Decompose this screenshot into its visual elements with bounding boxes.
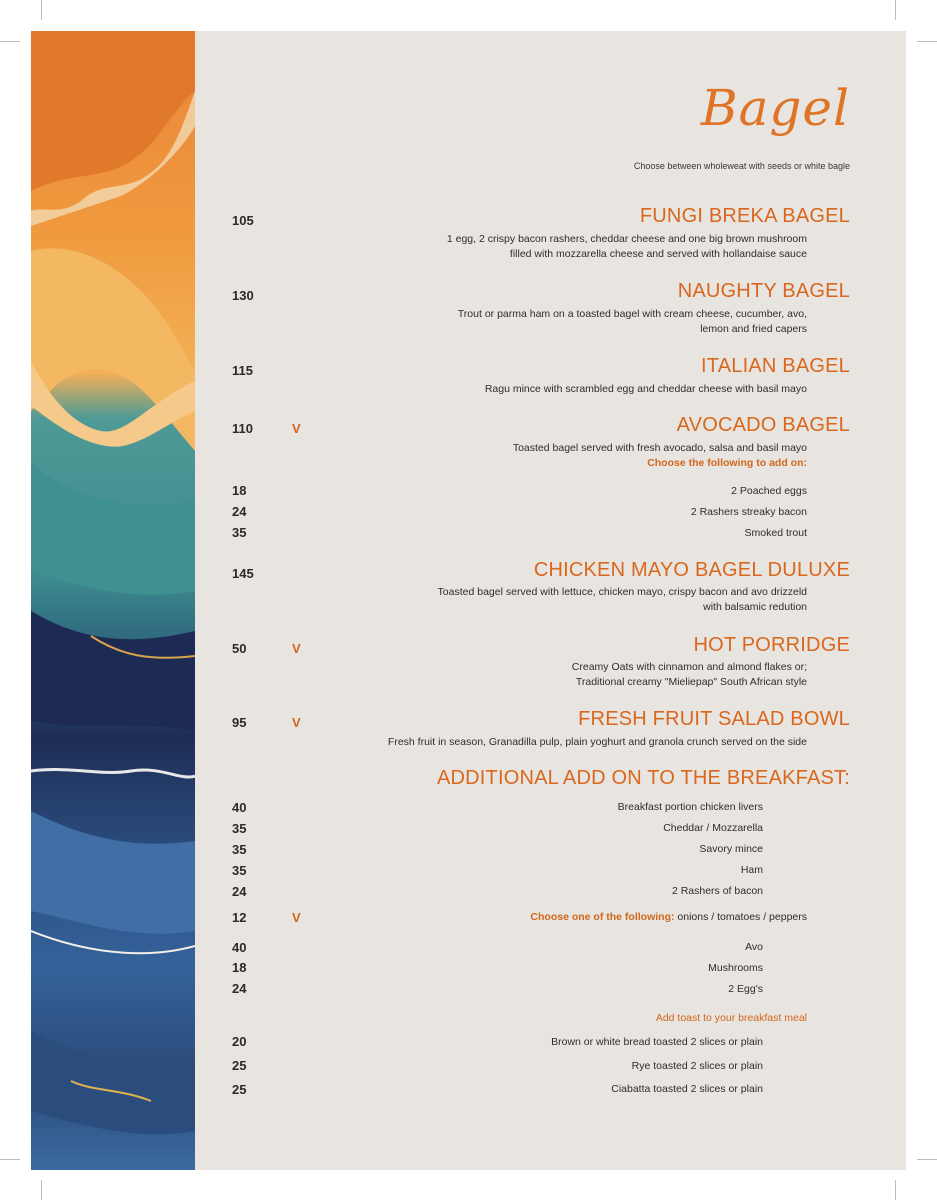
crop-mark (41, 1180, 42, 1200)
addon-label: Ham (740, 864, 763, 876)
addon-label: 2 Rashers of bacon (671, 885, 763, 897)
toast-label: Brown or white bread toasted 2 slices or plain (551, 1036, 763, 1048)
addon-price: 35 (232, 863, 247, 878)
toast-price: 25 (232, 1082, 247, 1097)
item-name: FUNGI BREKA BAGEL (639, 205, 850, 227)
item-desc: Toasted bagel served with fresh avocado, salsa and basil mayo (512, 442, 807, 454)
vegetarian-marker: V (292, 715, 301, 730)
toast-label: Ciabatta toasted 2 slices or plain (611, 1083, 763, 1095)
crop-mark (41, 0, 42, 20)
item-desc: with balsamic redution (703, 601, 807, 613)
menu-page (31, 31, 906, 1170)
addon-price: 24 (232, 981, 247, 996)
menu-content (195, 31, 906, 1170)
crop-mark (0, 1159, 20, 1160)
item-price: 105 (232, 213, 254, 228)
addon-price: 35 (232, 821, 247, 836)
vegetarian-marker: V (292, 421, 301, 436)
addon-label: Smoked trout (744, 527, 807, 539)
toast-price: 20 (232, 1034, 247, 1049)
crop-mark (895, 1180, 896, 1200)
item-price: 115 (232, 363, 253, 378)
section-subtitle: Choose between wholeweat with seeds or white bagle (633, 161, 850, 171)
addon-price: 24 (232, 884, 247, 899)
item-desc: lemon and fried capers (700, 323, 807, 335)
choose-one-label: Choose one of the following: (530, 911, 675, 923)
item-desc: filled with mozzarella cheese and served with hollandaise sauce (509, 248, 807, 260)
item-desc: Ragu mince with scrambled egg and cheddar cheese with basil mayo (484, 383, 807, 395)
addon-label: 2 Rashers streaky bacon (690, 506, 807, 518)
item-price: 95 (232, 715, 247, 730)
item-desc: Toasted bagel served with lettuce, chicken mayo, crispy bacon and avo drizzeld (437, 586, 807, 598)
addon-note: Choose the following to add on: (647, 457, 807, 469)
choose-one-line (530, 911, 807, 923)
crop-mark (895, 0, 896, 20)
addon-label: Avo (745, 941, 763, 953)
item-desc: Trout or parma ham on a toasted bagel with cream cheese, cucumber, avo, (457, 308, 807, 320)
item-desc: 1 egg, 2 crispy bacon rashers, cheddar cheese and one big brown mushroom (446, 233, 807, 245)
addon-price: 18 (232, 960, 247, 975)
addon-price: 18 (232, 483, 247, 498)
painting-strip (31, 31, 195, 1170)
crop-mark (917, 1159, 937, 1160)
vegetarian-marker: V (292, 641, 301, 656)
item-desc: Traditional creamy "Mieliepap" South African style (575, 676, 807, 688)
addon-price: 35 (232, 842, 247, 857)
addon-label: Breakfast portion chicken livers (617, 801, 763, 813)
item-name: HOT PORRIDGE (693, 634, 850, 656)
item-name: FRESH FRUIT SALAD BOWL (578, 708, 850, 730)
crop-mark (0, 41, 20, 42)
item-price: 50 (232, 641, 247, 656)
choose-one-options: onions / tomatoes / peppers (674, 911, 807, 923)
crop-mark (917, 41, 937, 42)
addon-label: 2 Poached eggs (731, 485, 807, 497)
addon-price: 40 (232, 800, 247, 815)
item-desc: Fresh fruit in season, Granadilla pulp, plain yoghurt and granola crunch served on the side (387, 736, 807, 748)
additional-heading: ADDITIONAL ADD ON TO THE BREAKFAST: (436, 767, 850, 789)
addon-label: Mushrooms (708, 962, 763, 974)
addon-label: Savory mince (699, 843, 763, 855)
item-desc: Creamy Oats with cinnamon and almond flakes or; (571, 661, 807, 673)
addon-price: 12 (232, 910, 247, 925)
item-price: 110 (232, 421, 253, 436)
item-name: ITALIAN BAGEL (701, 355, 850, 377)
toast-price: 25 (232, 1058, 247, 1073)
toast-label: Rye toasted 2 slices or plain (631, 1060, 763, 1072)
section-title: Bagel (700, 79, 850, 137)
item-name: CHICKEN MAYO BAGEL DULUXE (533, 559, 850, 581)
addon-price: 24 (232, 504, 247, 519)
addon-label: Cheddar / Mozzarella (663, 822, 763, 834)
toast-note: Add toast to your breakfast meal (655, 1012, 807, 1024)
item-price: 130 (232, 288, 254, 303)
item-name: NAUGHTY BAGEL (677, 280, 850, 302)
item-name: AVOCADO BAGEL (676, 414, 850, 436)
addon-label: 2 Egg's (728, 983, 763, 995)
addon-price: 40 (232, 940, 247, 955)
addon-price: 35 (232, 525, 247, 540)
vegetarian-marker: V (292, 910, 301, 925)
item-price: 145 (232, 566, 254, 581)
